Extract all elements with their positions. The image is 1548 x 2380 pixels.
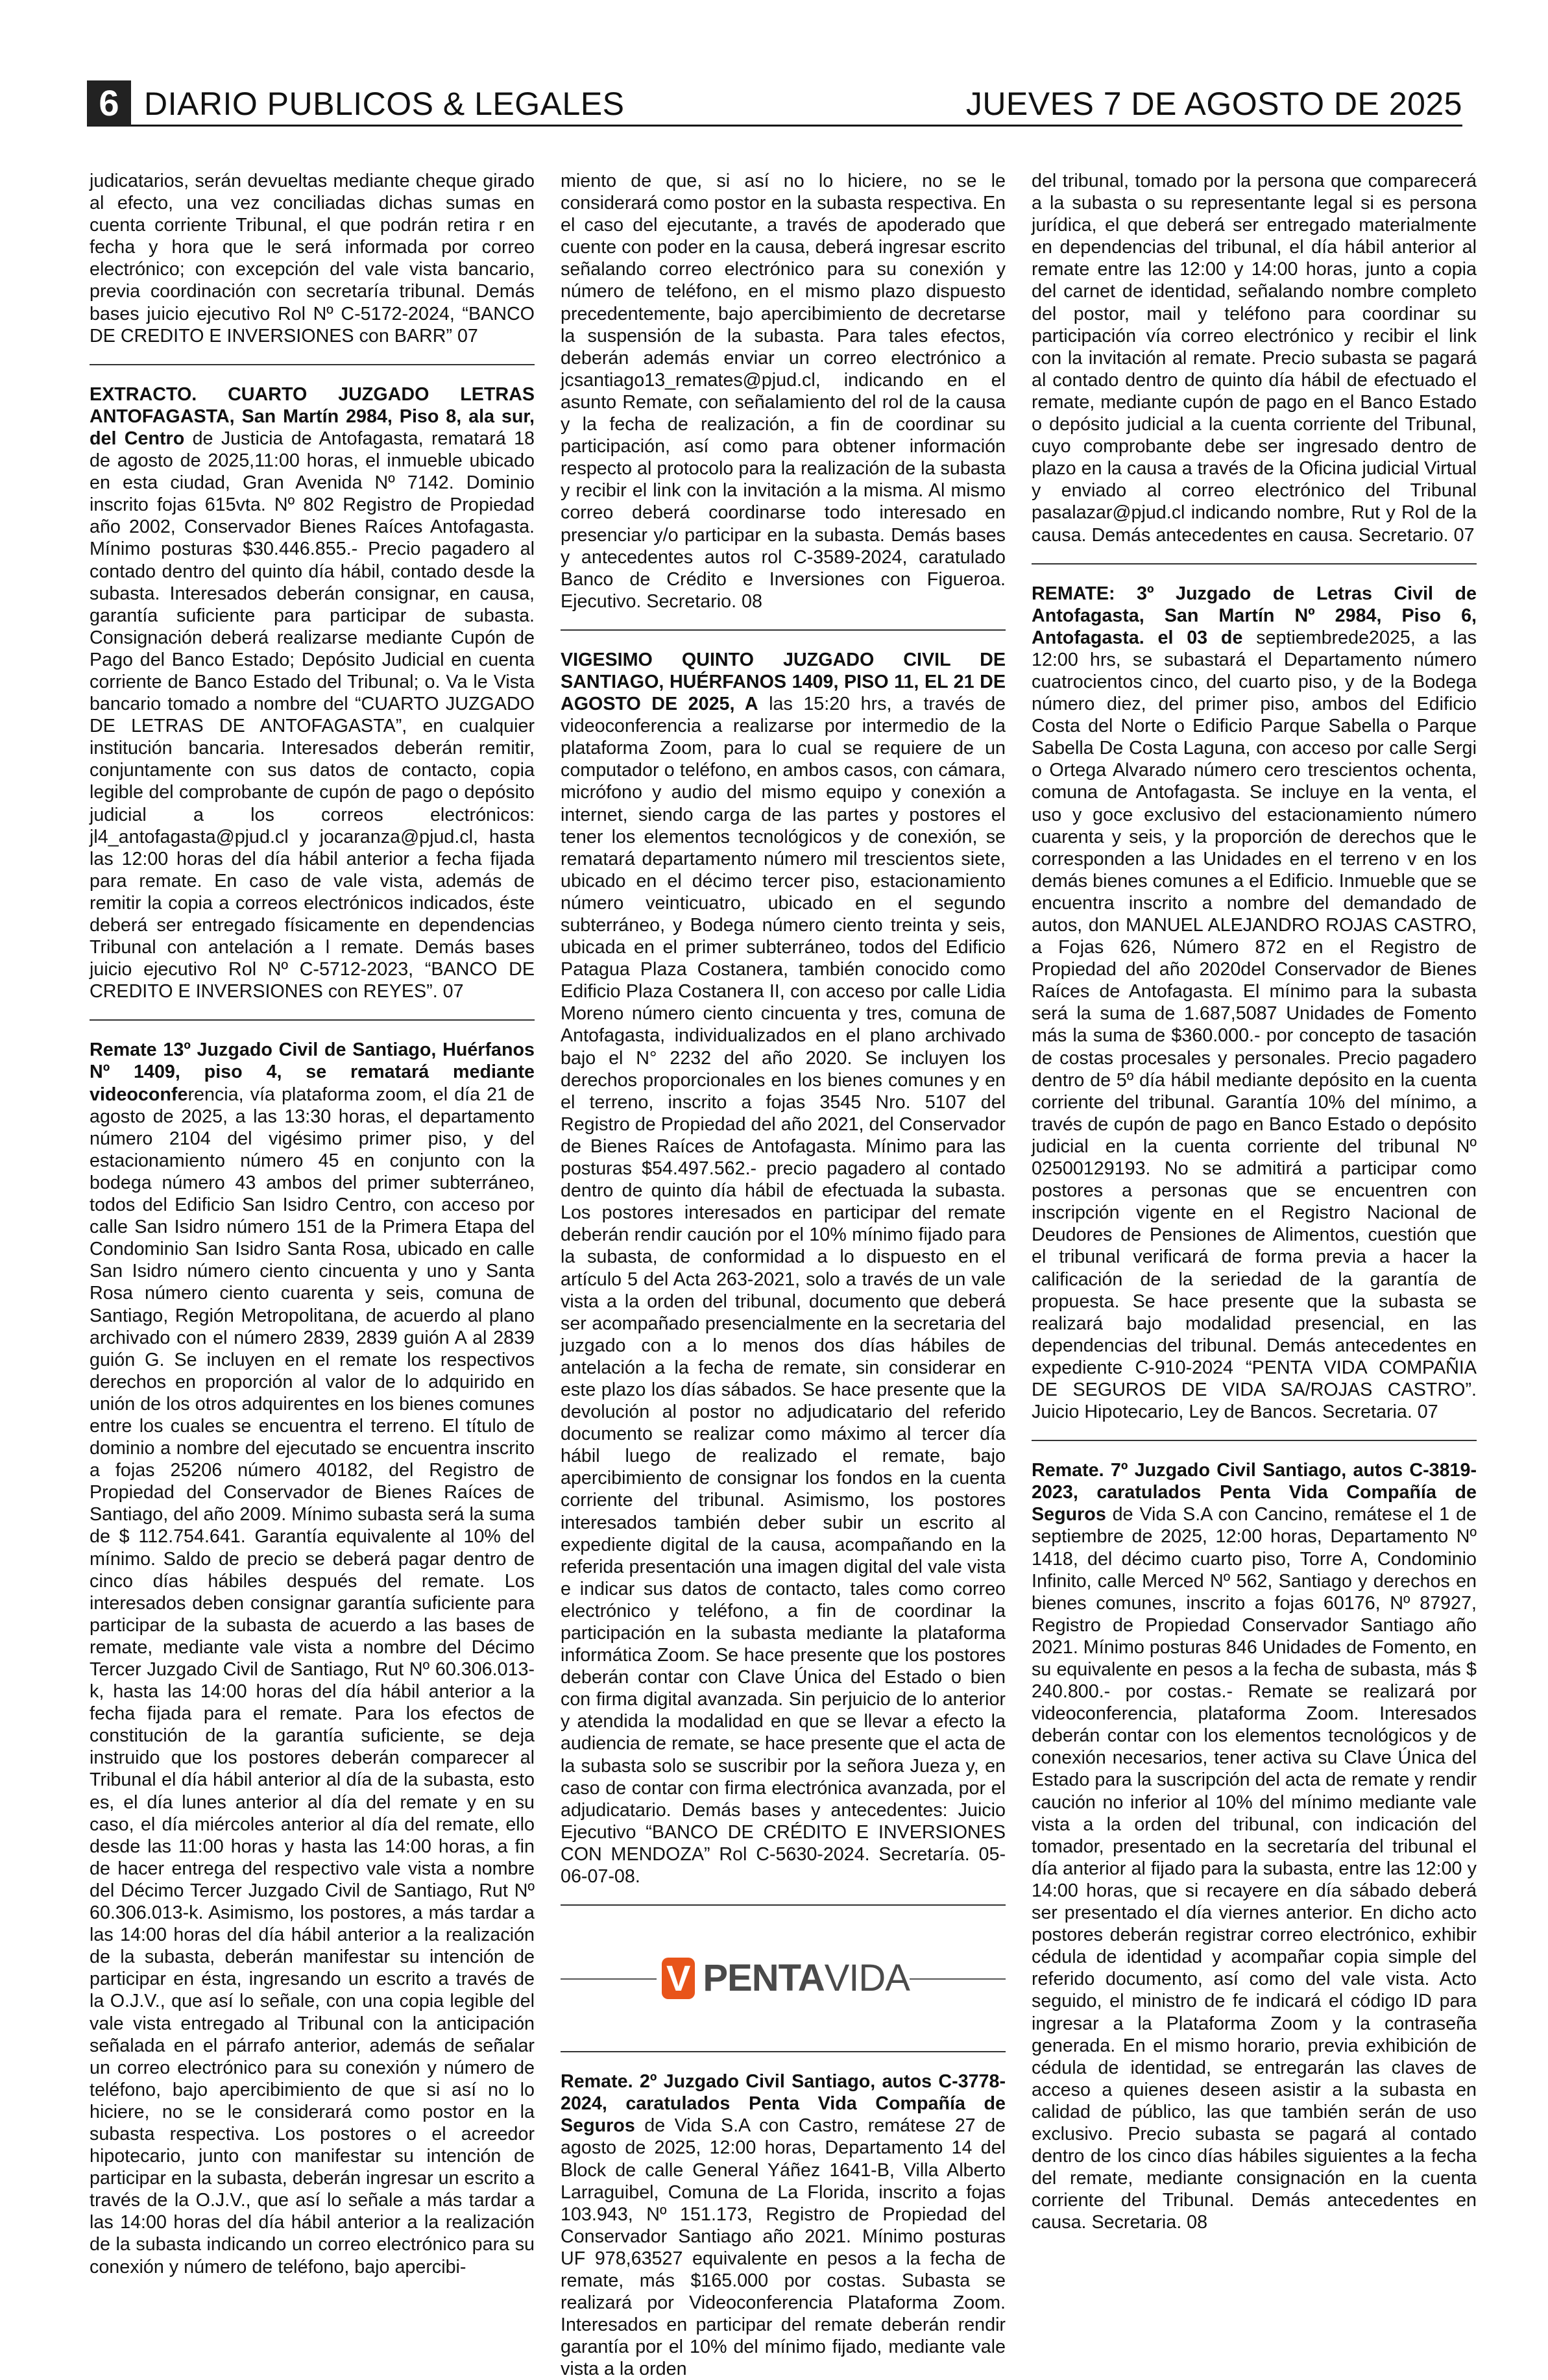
notice-text <box>561 2070 1006 2380</box>
notice-separator <box>561 2051 1006 2052</box>
legal-notice <box>1032 583 1477 1424</box>
notice-text <box>1032 583 1477 1424</box>
notice-body: septiembrede2025, a las 12:00 hrs, se subastará el Departamento número cuatrocientos cinco, del cuarto piso, y de la Bodega número diez, del primer piso, ambos del Edificio Costa del Norte o Edificio Parque Sabella o Parque Sabella De Costa Laguna, con acceso por calle Sergi o Ortega Alvarado número cero trescientos ochenta, comuna de Antofagasta. Se incluye en la venta, el uso y goce exclusivo del estacionamiento número cuarenta y seis, y la proporción de derechos que le corresponden a las Unidades en el terreno v en los demás bienes comunes a el Edificio. Inmueble que se encuentra inscrito a nombre del demandado de autos, don MANUEL ALEJANDRO ROJAS CASTRO, a Fojas 626, Número 872 en el Registro de Propiedad del año 2020del Conservador de Bienes Raíces de Antofagasta. El mínimo para la subasta será la suma de 1.687,5087 Unidades de Fomento más la suma de $360.000.- por concepto de tasación de costas procesales y personales. Precio pagadero dentro de 5º día hábil mediante depósito en la cuenta corriente del tribunal. Garantía 10% del mínimo, a través de cupón de pago en Banco Estado o depósito judicial en la cuenta corriente del tribunal Nº 02500129193. No se admitirá a participar como postores a personas que se encuentren con inscripción vigente en el Registro Nacional de Deudores de Pensiones de Alimentos, cuestión que el tribunal verificará de forma previa a hacer la calificación de la seriedad de la garantía de propuesta. Se hace presente que la subasta se realizará bajo modalidad presencial, en las dependencias del tribunal. Demás antecedentes en expediente C-910-2024 “PENTA VIDA COMPAÑIA DE SEGUROS DE VIDA SA/ROJAS CASTRO”. Juicio Hipotecario, Ley de Bancos. Secretaria. 07 <box>1032 627 1477 1423</box>
notice-separator <box>561 629 1006 631</box>
column-1 <box>90 170 535 2277</box>
notice-separator <box>1032 1440 1477 1441</box>
legal-notice <box>90 170 535 347</box>
notice-heading: Remate 13º Juzgado Civil de Santiago, Huérfanos Nº 1409, piso 4, se rematará mediante videoconfe <box>90 1039 535 1105</box>
column-2 <box>561 170 1006 2380</box>
notice-heading: REMATE: 3º Juzgado de Letras Civil de Antofagasta, San Martín Nº 2984, Piso 6, Antofagasta. el 03 de <box>1032 583 1477 648</box>
notice-body: del tribunal, tomado por la persona que comparecerá a la subasta o su representante legal si es persona jurídica, el que deberá ser entregado materialmente en dependencias del tribunal, el día hábil anterior al remate entre las 12:00 y 14:00 horas, junto a copia del carnet de identidad, señalando nombre completo del postor, mail y teléfono para coordinar su participación vía correo electrónico y recibir el link con la invitación al remate. Precio subasta se pagará al contado dentro de quinto día hábil de efectuado el remate, mediante cupón de pago en el Banco Estado o depósito judicial a la cuenta corriente del Tribunal, cuyo comprobante debe ser ingresado dentro de plazo en la causa a través de la Oficina judicial Virtual y enviado al correo electrónico del Tribunal pasalazar@pjud.cl indicando nombre, Rut y Rol de la causa. Demás antecedentes en causa. Secretario. 07 <box>1032 171 1477 546</box>
notice-body: de Justicia de Antofagasta, rematará 18 de agosto de 2025,11:00 horas, el inmueble ubicado en esta ciudad, Gran Avenida Nº 7142. Dominio inscrito fojas 615vta. Nº 802 Registro de Propiedad año 2002, Conservador Bienes Raíces Antofagasta. Mínimo posturas $30.446.855.- Precio pagadero al contado dentro del quinto día hábil, contado desde la subasta. Interesados deberán consignar, en causa, garantía suficiente para participar de subasta. Consignación deberá realizarse mediante Cupón de Pago del Banco Estado; Depósito Judicial en cuenta corriente de Banco Estado del Tribunal; o. Va le Vista bancario tomado a nombre del “CUARTO JUZGADO DE LETRAS DE ANTOFAGASTA”, en cualquier institución bancaria. Interesados deberán remitir, conjuntamente con sus datos de contacto, copia legible del comprobante de cupón de pago o depósito judicial a los correos electrónicos: jl4_antofagasta@pjud.cl y jocaranza@pjud.cl, hasta las 12:00 horas del día hábil anterior a fecha fijada para remate. En caso de vale vista, además de remitir la copia a correos electrónicos indicados, éste deberá ser entregado físicamente en dependencias Tribunal con antelación a l remate. Demás bases juicio ejecutivo Rol Nº C-5712-2023, “BANCO DE CREDITO E INVERSIONES con REYES”. 07 <box>90 428 535 1002</box>
legal-notice <box>1032 1459 1477 2233</box>
column-3 <box>1032 170 1477 2246</box>
notice-heading: Remate. 7º Juzgado Civil Santiago, autos C-3819-2023, caratulados Penta Vida Compañía de Seguros <box>1032 1460 1477 1525</box>
notice-separator <box>561 1904 1006 1906</box>
notice-separator <box>1032 563 1477 565</box>
wordmark-vida: VIDA <box>824 1957 910 2000</box>
penta-vida-mark-icon: V <box>662 1958 695 1999</box>
notice-separator <box>90 364 535 365</box>
legal-notice <box>561 170 1006 613</box>
notice-body: las 15:20 hrs, a través de videoconferencia a realizarse por intermedio de la plataforma Zoom, para lo cual se requiere de un computador o teléfono, en ambos casos, con cámara, micrófono y audio del mismo equipo y conexión a internet, siendo carga de las partes y postores el tener los elementos tecnológicos y de conexión, se rematará departamento número mil trescientos siete, ubicado en el décimo tercer piso, estacionamiento número veinticuatro, ubicado en el segundo subterráneo, y Bodega número ciento treinta y seis, ubicada en el primer subterráneo, todos del Edificio Patagua Plaza Costanera, también conocido como Edificio Plaza Costanera II, con acceso por calle Lidia Moreno número ciento cincuenta y tres, comuna de Antofagasta, individualizados en el plano archivado bajo el N° 2232 del año 2020. Se incluyen los derechos proporcionales en los bienes comunes y en el terreno, inscrito a fojas 3545 Nro. 5107 del Registro de Propiedad del año 2021, del Conservador de Bienes Raíces de Antofagasta. Mínimo para las posturas $54.497.562.- precio pagadero al contado dentro de quinto día hábil de efectuada la subasta. Los postores interesados en participar del remate deberán rendir caución por el 10% mínimo fijado para la subasta, de conformidad a lo dispuesto en el artículo 5 del Acta 263-2021, solo a través de un vale vista a la orden del tribunal, documento que deberá ser acompañado presencialmente en la secretaria del juzgado con a lo menos dos días hábiles de antelación a la fecha de remate, sin considerar en este plazo los días sábados. Se hace presente que la devolución al postor no adjudicatario del referido documento se realizar como máximo al tercer día hábil luego de realizado el remate, bajo apercibimiento de consignar los fondos en la cuenta corriente del tribunal. Asimismo, los postores interesados también deber subir un escrito al expediente digital de la causa, acompañando en la referida presentación una imagen digital del vale vista e indicar sus datos de contacto, tales como correo electrónico y teléfono, a fin de coordinar la participación en la subasta mediante la plataforma informática Zoom. Se hace presente que los postores deberán contar con Clave Única del Estado o bien con firma digital avanzada. Sin perjuicio de lo anterior y atendida la modalidad en que se llevar a efecto la audiencia de remate, se hace presente que el acta de la subasta solo se suscribir por la señora Jueza y, en caso de contar con firma electrónica avanzada, por el adjudicatario. Demás bases y antecedentes: Juicio Ejecutivo “BANCO DE CRÉDITO E INVERSIONES CON MENDOZA” Rol C-5630-2024. Secretaría. 05-06-07-08. <box>561 694 1006 1888</box>
notice-text <box>90 170 535 347</box>
notice-body: rencia, vía plataforma zoom, el día 21 de agosto de 2025, a las 13:30 horas, el departamento número 2104 del vigésimo primer piso, y del estacionamiento número 45 en conjunto con la bodega número 43 ambos del primer subterráneo, todos del Edificio San Isidro Centro, con acceso por calle San Isidro número 151 de la Primera Etapa del Condominio San Isidro Santa Rosa, ubicado en calle San Isidro número ciento cincuenta y uno y Santa Rosa número ciento cuarenta y seis, comuna de Santiago, Región Metropolitana, de acuerdo al plano archivado con el número 2839, 2839 guión A al 2839 guión G. Se incluyen en el remate los respectivos derechos en proporción al valor de lo adquirido en unión de los otros adquirentes en los bienes comunes entre los cuales se encuentra el terreno. El título de dominio a nombre del ejecutado se encuentra inscrito a fojas 25206 número 40182, del Registro de Propiedad del Conservador de Bienes Raíces de Santiago, del año 2009. Mínimo subasta será la suma de $ 112.754.641. Garantía equivalente al 10% del mínimo. Saldo de precio se deberá pagar dentro de cinco días hábiles después del remate. Los interesados deben consignar garantía suficiente para participar de la subasta de acuerdo a las bases de remate, mediante vale vista a nombre del Décimo Tercer Juzgado Civil de Santiago, Rut Nº 60.306.013-k, hasta las 14:00 horas del día hábil anterior a la fecha fijada para el remate. Para los efectos de constitución de la garantía suficiente, se deja instruido que los postores deberán comparecer al Tribunal el día hábil anterior al día de la subasta, esto es, el día lunes anterior al día del remate y en su caso, el día miércoles anterior al día del remate, ello desde las 11:00 horas y hasta las 14:00 horas, a fin de hacer entrega del respectivo vale vista a nombre del Décimo Tercer Juzgado Civil de Santiago, Rut Nº 60.306.013-k. Asimismo, los postores, a más tardar a las 14:00 horas del día hábil anterior a la realización de la subasta, deberán manifestar su intención de participar en ésta, ingresando un escrito a través de la O.J.V., que así lo señale, con una copia legible del vale vista entregado al Tribunal con la anticipación señalada en el párrafo anterior, además de señalar un correo electrónico para su conexión y número de teléfono, bajo apercibimiento de que si así no lo hiciere, no se le considerará como postor en la subasta respectiva. Los postores o el acreedor hipotecario, junto con manifestar su intención de participar en la subasta, deberán ingresar un escrito a través de la O.J.V., que así lo señale a más tardar a las 14:00 horas del día hábil anterior a la realización de la subasta indicando un correo electrónico para su conexión y número de teléfono, bajo apercibi- <box>90 1084 535 2277</box>
legal-notice <box>561 2070 1006 2380</box>
notice-separator <box>90 1019 535 1021</box>
notice-heading: Remate. 2º Juzgado Civil Santiago, autos C-3778-2024, caratulados Penta Vida Compañía de Seguros <box>561 2071 1006 2137</box>
legal-notice <box>561 649 1006 1888</box>
publication-name: DIARIO PUBLICOS & LEGALES <box>144 86 625 122</box>
page-number: 6 <box>87 80 131 126</box>
notice-text <box>561 649 1006 1888</box>
notice-text <box>561 170 1006 613</box>
notice-text <box>90 383 535 1003</box>
masthead <box>87 80 1462 127</box>
notice-body: judicatarios, serán devueltas mediante cheque girado al efecto, una vez conciliadas dichas sumas en cuenta corriente Tribunal, el que podrán retira r en fecha y hora que le será informada por correo electrónico; con excepción del vale vista bancario, previa coordinación con secretaría tribunal. Demás bases juicio ejecutivo Rol Nº C-5172-2024, “BANCO DE CREDITO E INVERSIONES con BARR” 07 <box>90 171 535 346</box>
legal-notice <box>90 383 535 1003</box>
wordmark-penta: PENTA <box>703 1957 825 2000</box>
penta-vida-logo <box>657 1952 910 2004</box>
notice-heading: EXTRACTO. CUARTO JUZGADO LETRAS ANTOFAGASTA, San Martín 2984, Piso 8, ala sur, del Centro <box>90 383 535 449</box>
notice-body: de Vida S.A con Castro, remátese 27 de agosto de 2025, 12:00 horas, Departamento 14 del Block de calle General Yáñez 1641-B, Villa Alberto Larraguibel, Comuna de La Florida, inscrito a fojas 103.943, Nº 151.173, Registro de Propiedad del Conservador Santiago año 2021. Mínimo posturas UF 978,63527 equivalente en pesos a la fecha de remate, más $165.000 por costas. Subasta se realizará por Videoconferencia Plataforma Zoom. Interesados en participar del remate deberán rendir garantía por el 10% del mínimo fijado, mediante vale vista a la orden <box>561 2115 1006 2380</box>
notice-heading: VIGESIMO QUINTO JUZGADO CIVIL DE SANTIAGO, HUÉRFANOS 1409, PISO 11, EL 21 DE AGOSTO DE 2025, A <box>561 649 1006 715</box>
notice-body: de Vida S.A con Cancino, remátese el 1 de septiembre de 2025, 12:00 horas, Departamento Nº 1418, del décimo cuarto piso, Torre A, Condominio Infinito, calle Merced Nº 562, Santiago y derechos en bienes comunes, inscrito a fojas 60176, Nº 87927, Registro de Propiedad Conservador Santiago año 2021. Mínimo posturas 846 Unidades de Fomento, en su equivalente en pesos a la fecha de subasta, más $ 240.800.- por costas.- Remate se realizará por videoconferencia, plataforma Zoom. Interesados deberán contar con los elementos tecnológicos y de conexión necesarios, tener activa su Clave Única del Estado para la suscripción del acta de remate y rendir caución no inferior al 10% del mínimo mediante vale vista a la orden del tribunal, con indicación del tomador, presentado en la secretaría del tribunal el día anterior al fijado para la subasta, entre las 12:00 y 14:00 horas, que si recayere en día sábado deberá ser presentado el día viernes anterior. En dicho acto postores deberán registrar correo electrónico, exhibir cédula de identidad y acompañar copia simple del referido documento, así como del vale vista. Acto seguido, el ministro de fe indicará el código ID para ingresar a la Plataforma Zoom y la contraseña generada. En el mismo horario, previa exhibición de cédula de identidad, se entregarán las claves de acceso a quienes deseen asistir a la subasta en calidad de público, las que también serán de uso exclusivo. Precio subasta se pagará al contado dentro de los cinco días hábiles siguientes a la fecha del remate, mediante consignación en la cuenta corriente del Tribunal. Demás antecedentes en causa. Secretaria. 08 <box>1032 1504 1477 2233</box>
publication-date: JUEVES 7 DE AGOSTO DE 2025 <box>965 86 1462 122</box>
notice-body: miento de que, si así no lo hiciere, no se le considerará como postor en la subasta respectiva. En el caso del ejecutante, a través de apoderado que cuente con poder en la causa, deberá ingresar escrito señalando correo electrónico para su conexión y número de teléfono, en el mismo plazo dispuesto precedentemente, bajo apercibimiento de decretarse la suspensión de la subasta. Para tales efectos, deberán además enviar un correo electrónico a jcsantiago13_remates@pjud.cl, indicando en el asunto Remate, con señalamiento del rol de la causa y la fecha de realización, a fin de coordinar su participación, así como para obtener información respecto al protocolo para la realización de la subasta y recibir el link con la invitación a la misma. Al mismo correo deberá coordinarse todo interesado en presenciar y/o participar en la subasta. Demás bases y antecedentes autos rol C-3589-2024, caratulado Banco de Crédito e Inversiones con Figueroa. Ejecutivo. Secretario. 08 <box>561 171 1006 612</box>
notice-text <box>1032 170 1477 546</box>
legal-notice <box>1032 170 1477 546</box>
legal-notice <box>90 1039 535 2277</box>
notice-text <box>90 1039 535 2277</box>
penta-vida-wordmark <box>703 1958 910 1999</box>
notice-text <box>1032 1459 1477 2233</box>
penta-vida-ad <box>561 1924 1006 2034</box>
